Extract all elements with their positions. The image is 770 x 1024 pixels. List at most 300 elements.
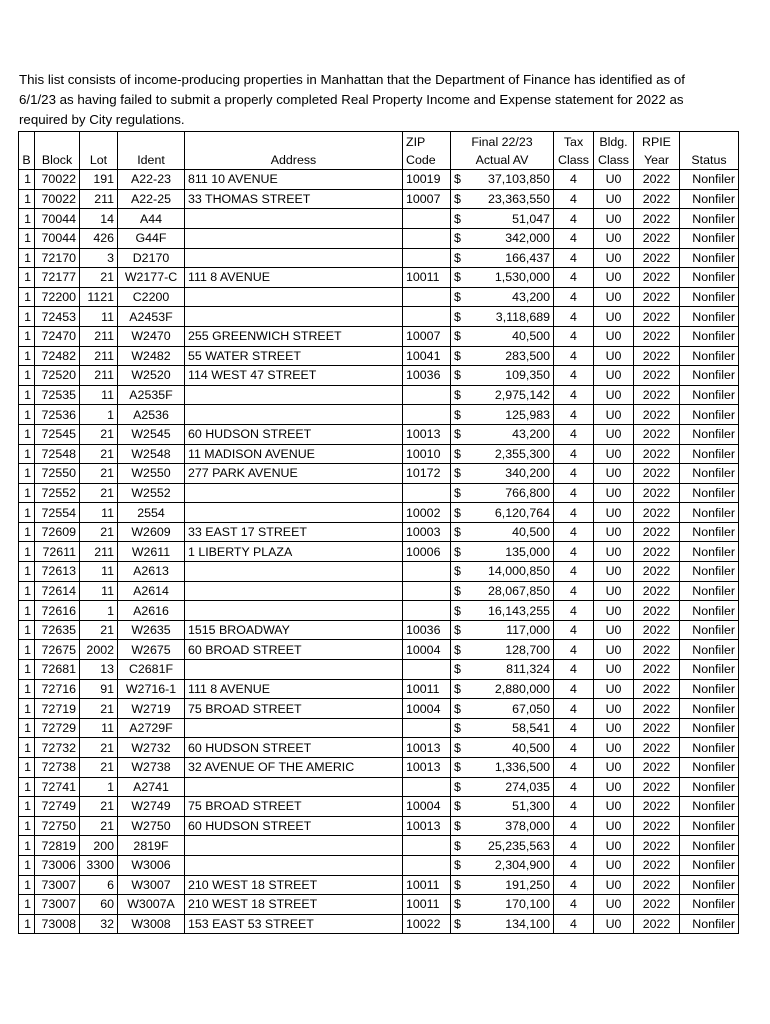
cell-status: Nonfiler xyxy=(680,679,739,699)
cell-block: 70044 xyxy=(35,209,80,229)
cell-block: 72550 xyxy=(35,464,80,484)
cell-rpie-year: 2022 xyxy=(634,738,680,758)
cell-ident: A2536 xyxy=(118,405,185,425)
table-row xyxy=(19,209,739,229)
cell-status: Nonfiler xyxy=(680,895,739,915)
cell-actual-av xyxy=(451,464,554,484)
cell-block: 72535 xyxy=(35,385,80,405)
cell-b: 1 xyxy=(19,797,35,817)
cell-rpie-year: 2022 xyxy=(634,797,680,817)
cell-actual-av xyxy=(451,895,554,915)
actual-av-value: 125,983 xyxy=(505,407,550,422)
cell-b: 1 xyxy=(19,914,35,934)
table-row xyxy=(19,738,739,758)
cell-block: 72675 xyxy=(35,640,80,660)
cell-bldg-class: U0 xyxy=(594,287,634,307)
cell-actual-av xyxy=(451,581,554,601)
actual-av-value: 117,000 xyxy=(506,623,550,638)
table-row xyxy=(19,758,739,778)
cell-b: 1 xyxy=(19,660,35,680)
cell-block: 72635 xyxy=(35,620,80,640)
cell-rpie-year: 2022 xyxy=(634,777,680,797)
cell-status: Nonfiler xyxy=(680,189,739,209)
cell-address: 75 BROAD STREET xyxy=(185,699,403,719)
cell-status: Nonfiler xyxy=(680,738,739,758)
currency-symbol: $ xyxy=(454,662,461,677)
cell-lot: 21 xyxy=(80,738,118,758)
cell-zip: 10011 xyxy=(403,895,451,915)
header-rpie-top: RPIE xyxy=(634,132,680,151)
cell-bldg-class: U0 xyxy=(594,855,634,875)
cell-rpie-year: 2022 xyxy=(634,307,680,327)
cell-zip: 10013 xyxy=(403,816,451,836)
cell-status: Nonfiler xyxy=(680,875,739,895)
cell-actual-av xyxy=(451,777,554,797)
cell-ident: W3008 xyxy=(118,914,185,934)
table-row xyxy=(19,816,739,836)
cell-b: 1 xyxy=(19,679,35,699)
table-row xyxy=(19,346,739,366)
cell-zip: 10036 xyxy=(403,620,451,640)
cell-ident: W2482 xyxy=(118,346,185,366)
cell-lot: 21 xyxy=(80,424,118,444)
cell-actual-av xyxy=(451,914,554,934)
cell-zip xyxy=(403,562,451,582)
intro-line: 6/1/23 as having failed to submit a properly completed Real Property Income and Expense statement for 2022 as xyxy=(19,92,684,107)
cell-actual-av xyxy=(451,718,554,738)
cell-zip xyxy=(403,777,451,797)
cell-b: 1 xyxy=(19,209,35,229)
table-body xyxy=(19,170,739,934)
cell-block: 72554 xyxy=(35,503,80,523)
cell-actual-av xyxy=(451,189,554,209)
cell-tax-class: 4 xyxy=(554,248,594,268)
cell-rpie-year: 2022 xyxy=(634,503,680,523)
cell-actual-av xyxy=(451,620,554,640)
cell-address: 33 THOMAS STREET xyxy=(185,189,403,209)
cell-rpie-year: 2022 xyxy=(634,679,680,699)
header-status: Status xyxy=(680,132,739,170)
cell-address xyxy=(185,248,403,268)
header-bldg-top: Bldg. xyxy=(594,132,634,151)
table-row xyxy=(19,503,739,523)
cell-tax-class: 4 xyxy=(554,366,594,386)
cell-actual-av xyxy=(451,562,554,582)
cell-rpie-year: 2022 xyxy=(634,405,680,425)
actual-av-value: 191,250 xyxy=(505,877,550,892)
cell-b: 1 xyxy=(19,268,35,288)
cell-bldg-class: U0 xyxy=(594,679,634,699)
cell-ident: C2200 xyxy=(118,287,185,307)
cell-bldg-class: U0 xyxy=(594,385,634,405)
currency-symbol: $ xyxy=(454,877,461,892)
cell-bldg-class: U0 xyxy=(594,738,634,758)
cell-bldg-class: U0 xyxy=(594,522,634,542)
cell-status: Nonfiler xyxy=(680,640,739,660)
header-lot: Lot xyxy=(80,132,118,170)
cell-zip xyxy=(403,307,451,327)
cell-address xyxy=(185,601,403,621)
cell-status: Nonfiler xyxy=(680,855,739,875)
cell-actual-av xyxy=(451,424,554,444)
cell-b: 1 xyxy=(19,855,35,875)
cell-address xyxy=(185,385,403,405)
currency-symbol: $ xyxy=(454,760,461,775)
cell-status: Nonfiler xyxy=(680,326,739,346)
cell-rpie-year: 2022 xyxy=(634,287,680,307)
cell-rpie-year: 2022 xyxy=(634,170,680,190)
cell-ident: W2716-1 xyxy=(118,679,185,699)
cell-actual-av xyxy=(451,699,554,719)
cell-lot: 1121 xyxy=(80,287,118,307)
actual-av-value: 23,363,550 xyxy=(487,192,550,207)
actual-av-value: 2,355,300 xyxy=(494,446,550,461)
cell-ident: A22-23 xyxy=(118,170,185,190)
cell-b: 1 xyxy=(19,385,35,405)
cell-address: 210 WEST 18 STREET xyxy=(185,875,403,895)
cell-bldg-class: U0 xyxy=(594,170,634,190)
cell-ident: A2453F xyxy=(118,307,185,327)
cell-block: 72681 xyxy=(35,660,80,680)
header-tax-top: Tax xyxy=(554,132,594,151)
cell-ident: W2719 xyxy=(118,699,185,719)
cell-zip xyxy=(403,581,451,601)
cell-rpie-year: 2022 xyxy=(634,895,680,915)
cell-status: Nonfiler xyxy=(680,209,739,229)
cell-tax-class: 4 xyxy=(554,522,594,542)
cell-b: 1 xyxy=(19,738,35,758)
currency-symbol: $ xyxy=(454,172,461,187)
cell-actual-av xyxy=(451,875,554,895)
cell-address xyxy=(185,660,403,680)
currency-symbol: $ xyxy=(454,309,461,324)
currency-symbol: $ xyxy=(454,525,461,540)
currency-symbol: $ xyxy=(454,701,461,716)
cell-lot: 191 xyxy=(80,170,118,190)
cell-zip: 10172 xyxy=(403,464,451,484)
cell-zip xyxy=(403,209,451,229)
cell-lot: 21 xyxy=(80,268,118,288)
cell-status: Nonfiler xyxy=(680,268,739,288)
actual-av-value: 135,000 xyxy=(505,544,550,559)
table-row xyxy=(19,326,739,346)
cell-block: 72470 xyxy=(35,326,80,346)
cell-address xyxy=(185,777,403,797)
cell-b: 1 xyxy=(19,170,35,190)
header-tax-bottom: Class xyxy=(554,151,594,170)
cell-bldg-class: U0 xyxy=(594,366,634,386)
cell-tax-class: 4 xyxy=(554,228,594,248)
cell-tax-class: 4 xyxy=(554,581,594,601)
cell-bldg-class: U0 xyxy=(594,816,634,836)
cell-rpie-year: 2022 xyxy=(634,601,680,621)
cell-tax-class: 4 xyxy=(554,464,594,484)
cell-tax-class: 4 xyxy=(554,424,594,444)
cell-ident: C2681F xyxy=(118,660,185,680)
cell-tax-class: 4 xyxy=(554,503,594,523)
cell-tax-class: 4 xyxy=(554,405,594,425)
cell-status: Nonfiler xyxy=(680,914,739,934)
actual-av-value: 166,437 xyxy=(505,250,550,265)
cell-ident: A44 xyxy=(118,209,185,229)
currency-symbol: $ xyxy=(454,681,461,696)
cell-block: 72545 xyxy=(35,424,80,444)
cell-ident: W2550 xyxy=(118,464,185,484)
cell-status: Nonfiler xyxy=(680,836,739,856)
cell-actual-av xyxy=(451,287,554,307)
cell-zip xyxy=(403,483,451,503)
table-row xyxy=(19,895,739,915)
currency-symbol: $ xyxy=(454,603,461,618)
cell-bldg-class: U0 xyxy=(594,307,634,327)
currency-symbol: $ xyxy=(454,642,461,657)
cell-address: 114 WEST 47 STREET xyxy=(185,366,403,386)
cell-bldg-class: U0 xyxy=(594,581,634,601)
cell-zip: 10004 xyxy=(403,640,451,660)
cell-bldg-class: U0 xyxy=(594,914,634,934)
cell-tax-class: 4 xyxy=(554,444,594,464)
cell-ident: W2675 xyxy=(118,640,185,660)
cell-ident: W2177-C xyxy=(118,268,185,288)
table-row xyxy=(19,777,739,797)
cell-ident: W2545 xyxy=(118,424,185,444)
cell-bldg-class: U0 xyxy=(594,758,634,778)
cell-b: 1 xyxy=(19,444,35,464)
cell-tax-class: 4 xyxy=(554,385,594,405)
cell-actual-av xyxy=(451,405,554,425)
cell-lot: 21 xyxy=(80,797,118,817)
cell-status: Nonfiler xyxy=(680,464,739,484)
header-av-bottom: Actual AV xyxy=(451,151,554,170)
table-row xyxy=(19,170,739,190)
cell-status: Nonfiler xyxy=(680,483,739,503)
header-zip-top: ZIP xyxy=(403,132,451,151)
cell-bldg-class: U0 xyxy=(594,718,634,738)
cell-rpie-year: 2022 xyxy=(634,758,680,778)
table-row xyxy=(19,640,739,660)
table-row xyxy=(19,444,739,464)
cell-tax-class: 4 xyxy=(554,170,594,190)
cell-zip: 10019 xyxy=(403,170,451,190)
cell-lot: 14 xyxy=(80,209,118,229)
table-row xyxy=(19,875,739,895)
cell-b: 1 xyxy=(19,758,35,778)
cell-bldg-class: U0 xyxy=(594,797,634,817)
cell-zip xyxy=(403,855,451,875)
cell-block: 73006 xyxy=(35,855,80,875)
cell-b: 1 xyxy=(19,366,35,386)
actual-av-value: 40,500 xyxy=(512,740,550,755)
actual-av-value: 1,336,500 xyxy=(494,760,550,775)
header-bldg-bottom: Class xyxy=(594,151,634,170)
cell-actual-av xyxy=(451,385,554,405)
cell-lot: 13 xyxy=(80,660,118,680)
cell-lot: 11 xyxy=(80,307,118,327)
cell-zip xyxy=(403,405,451,425)
currency-symbol: $ xyxy=(454,192,461,207)
actual-av-value: 170,100 xyxy=(505,897,550,912)
cell-bldg-class: U0 xyxy=(594,483,634,503)
cell-rpie-year: 2022 xyxy=(634,346,680,366)
header-block: Block xyxy=(35,132,80,170)
cell-tax-class: 4 xyxy=(554,326,594,346)
cell-bldg-class: U0 xyxy=(594,620,634,640)
cell-b: 1 xyxy=(19,248,35,268)
cell-lot: 21 xyxy=(80,699,118,719)
cell-status: Nonfiler xyxy=(680,248,739,268)
cell-zip xyxy=(403,836,451,856)
cell-address xyxy=(185,562,403,582)
actual-av-value: 3,118,689 xyxy=(495,309,550,324)
table-row xyxy=(19,248,739,268)
actual-av-value: 128,700 xyxy=(505,642,550,657)
cell-lot: 211 xyxy=(80,189,118,209)
cell-lot: 1 xyxy=(80,777,118,797)
cell-tax-class: 4 xyxy=(554,914,594,934)
cell-lot: 11 xyxy=(80,503,118,523)
currency-symbol: $ xyxy=(454,388,461,403)
cell-rpie-year: 2022 xyxy=(634,640,680,660)
table-row xyxy=(19,189,739,209)
cell-zip xyxy=(403,718,451,738)
cell-zip xyxy=(403,660,451,680)
table-row xyxy=(19,366,739,386)
currency-symbol: $ xyxy=(454,505,461,520)
cell-bldg-class: U0 xyxy=(594,326,634,346)
intro-line: required by City regulations. xyxy=(19,112,185,127)
cell-block: 72819 xyxy=(35,836,80,856)
cell-ident: W2552 xyxy=(118,483,185,503)
cell-zip: 10007 xyxy=(403,326,451,346)
currency-symbol: $ xyxy=(454,466,461,481)
cell-rpie-year: 2022 xyxy=(634,660,680,680)
cell-b: 1 xyxy=(19,522,35,542)
cell-bldg-class: U0 xyxy=(594,189,634,209)
cell-status: Nonfiler xyxy=(680,562,739,582)
cell-b: 1 xyxy=(19,326,35,346)
cell-tax-class: 4 xyxy=(554,189,594,209)
currency-symbol: $ xyxy=(454,290,461,305)
currency-symbol: $ xyxy=(454,583,461,598)
cell-bldg-class: U0 xyxy=(594,699,634,719)
cell-lot: 211 xyxy=(80,326,118,346)
cell-zip: 10013 xyxy=(403,424,451,444)
cell-tax-class: 4 xyxy=(554,738,594,758)
cell-bldg-class: U0 xyxy=(594,424,634,444)
cell-ident: A2616 xyxy=(118,601,185,621)
cell-address xyxy=(185,287,403,307)
cell-block: 72729 xyxy=(35,718,80,738)
currency-symbol: $ xyxy=(454,917,461,932)
cell-rpie-year: 2022 xyxy=(634,385,680,405)
cell-rpie-year: 2022 xyxy=(634,914,680,934)
cell-actual-av xyxy=(451,228,554,248)
actual-av-value: 811,324 xyxy=(506,662,550,677)
cell-b: 1 xyxy=(19,620,35,640)
cell-lot: 11 xyxy=(80,718,118,738)
cell-b: 1 xyxy=(19,640,35,660)
cell-address: 60 BROAD STREET xyxy=(185,640,403,660)
actual-av-value: 58,541 xyxy=(512,721,550,736)
cell-rpie-year: 2022 xyxy=(634,483,680,503)
cell-tax-class: 4 xyxy=(554,287,594,307)
cell-actual-av xyxy=(451,797,554,817)
actual-av-value: 14,000,850 xyxy=(487,564,550,579)
cell-zip: 10007 xyxy=(403,189,451,209)
cell-b: 1 xyxy=(19,464,35,484)
cell-ident: A2741 xyxy=(118,777,185,797)
cell-tax-class: 4 xyxy=(554,718,594,738)
cell-rpie-year: 2022 xyxy=(634,209,680,229)
cell-b: 1 xyxy=(19,836,35,856)
currency-symbol: $ xyxy=(454,368,461,383)
actual-av-value: 37,103,850 xyxy=(487,172,550,187)
cell-address xyxy=(185,718,403,738)
cell-address xyxy=(185,307,403,327)
cell-block: 72613 xyxy=(35,562,80,582)
table-row xyxy=(19,522,739,542)
actual-av-value: 16,143,255 xyxy=(487,603,550,618)
cell-status: Nonfiler xyxy=(680,620,739,640)
cell-ident: W2609 xyxy=(118,522,185,542)
actual-av-value: 40,500 xyxy=(512,525,550,540)
cell-lot: 21 xyxy=(80,483,118,503)
cell-lot: 32 xyxy=(80,914,118,934)
header-av-top: Final 22/23 xyxy=(451,132,554,151)
cell-address xyxy=(185,209,403,229)
cell-rpie-year: 2022 xyxy=(634,542,680,562)
cell-block: 72453 xyxy=(35,307,80,327)
table-row xyxy=(19,228,739,248)
currency-symbol: $ xyxy=(454,838,461,853)
cell-address: 811 10 AVENUE xyxy=(185,170,403,190)
cell-bldg-class: U0 xyxy=(594,503,634,523)
cell-status: Nonfiler xyxy=(680,170,739,190)
cell-address: 277 PARK AVENUE xyxy=(185,464,403,484)
cell-status: Nonfiler xyxy=(680,581,739,601)
cell-status: Nonfiler xyxy=(680,699,739,719)
cell-address: 210 WEST 18 STREET xyxy=(185,895,403,915)
cell-actual-av xyxy=(451,816,554,836)
header-rpie-bottom: Year xyxy=(634,151,680,170)
cell-rpie-year: 2022 xyxy=(634,699,680,719)
table-row xyxy=(19,464,739,484)
cell-rpie-year: 2022 xyxy=(634,228,680,248)
cell-address: 60 HUDSON STREET xyxy=(185,738,403,758)
actual-av-value: 134,100 xyxy=(505,917,550,932)
actual-av-value: 274,035 xyxy=(505,779,550,794)
cell-block: 72548 xyxy=(35,444,80,464)
cell-bldg-class: U0 xyxy=(594,640,634,660)
currency-symbol: $ xyxy=(454,721,461,736)
cell-block: 72750 xyxy=(35,816,80,836)
intro-line: This list consists of income-producing properties in Manhattan that the Department of Finance has identified as of xyxy=(19,72,685,87)
cell-status: Nonfiler xyxy=(680,797,739,817)
cell-rpie-year: 2022 xyxy=(634,189,680,209)
header-ident: Ident xyxy=(118,132,185,170)
cell-bldg-class: U0 xyxy=(594,444,634,464)
cell-ident: G44F xyxy=(118,228,185,248)
cell-tax-class: 4 xyxy=(554,601,594,621)
actual-av-value: 109,350 xyxy=(505,368,550,383)
cell-tax-class: 4 xyxy=(554,660,594,680)
cell-lot: 11 xyxy=(80,385,118,405)
cell-ident: W2738 xyxy=(118,758,185,778)
cell-ident: D2170 xyxy=(118,248,185,268)
table-row xyxy=(19,601,739,621)
cell-status: Nonfiler xyxy=(680,777,739,797)
cell-rpie-year: 2022 xyxy=(634,581,680,601)
